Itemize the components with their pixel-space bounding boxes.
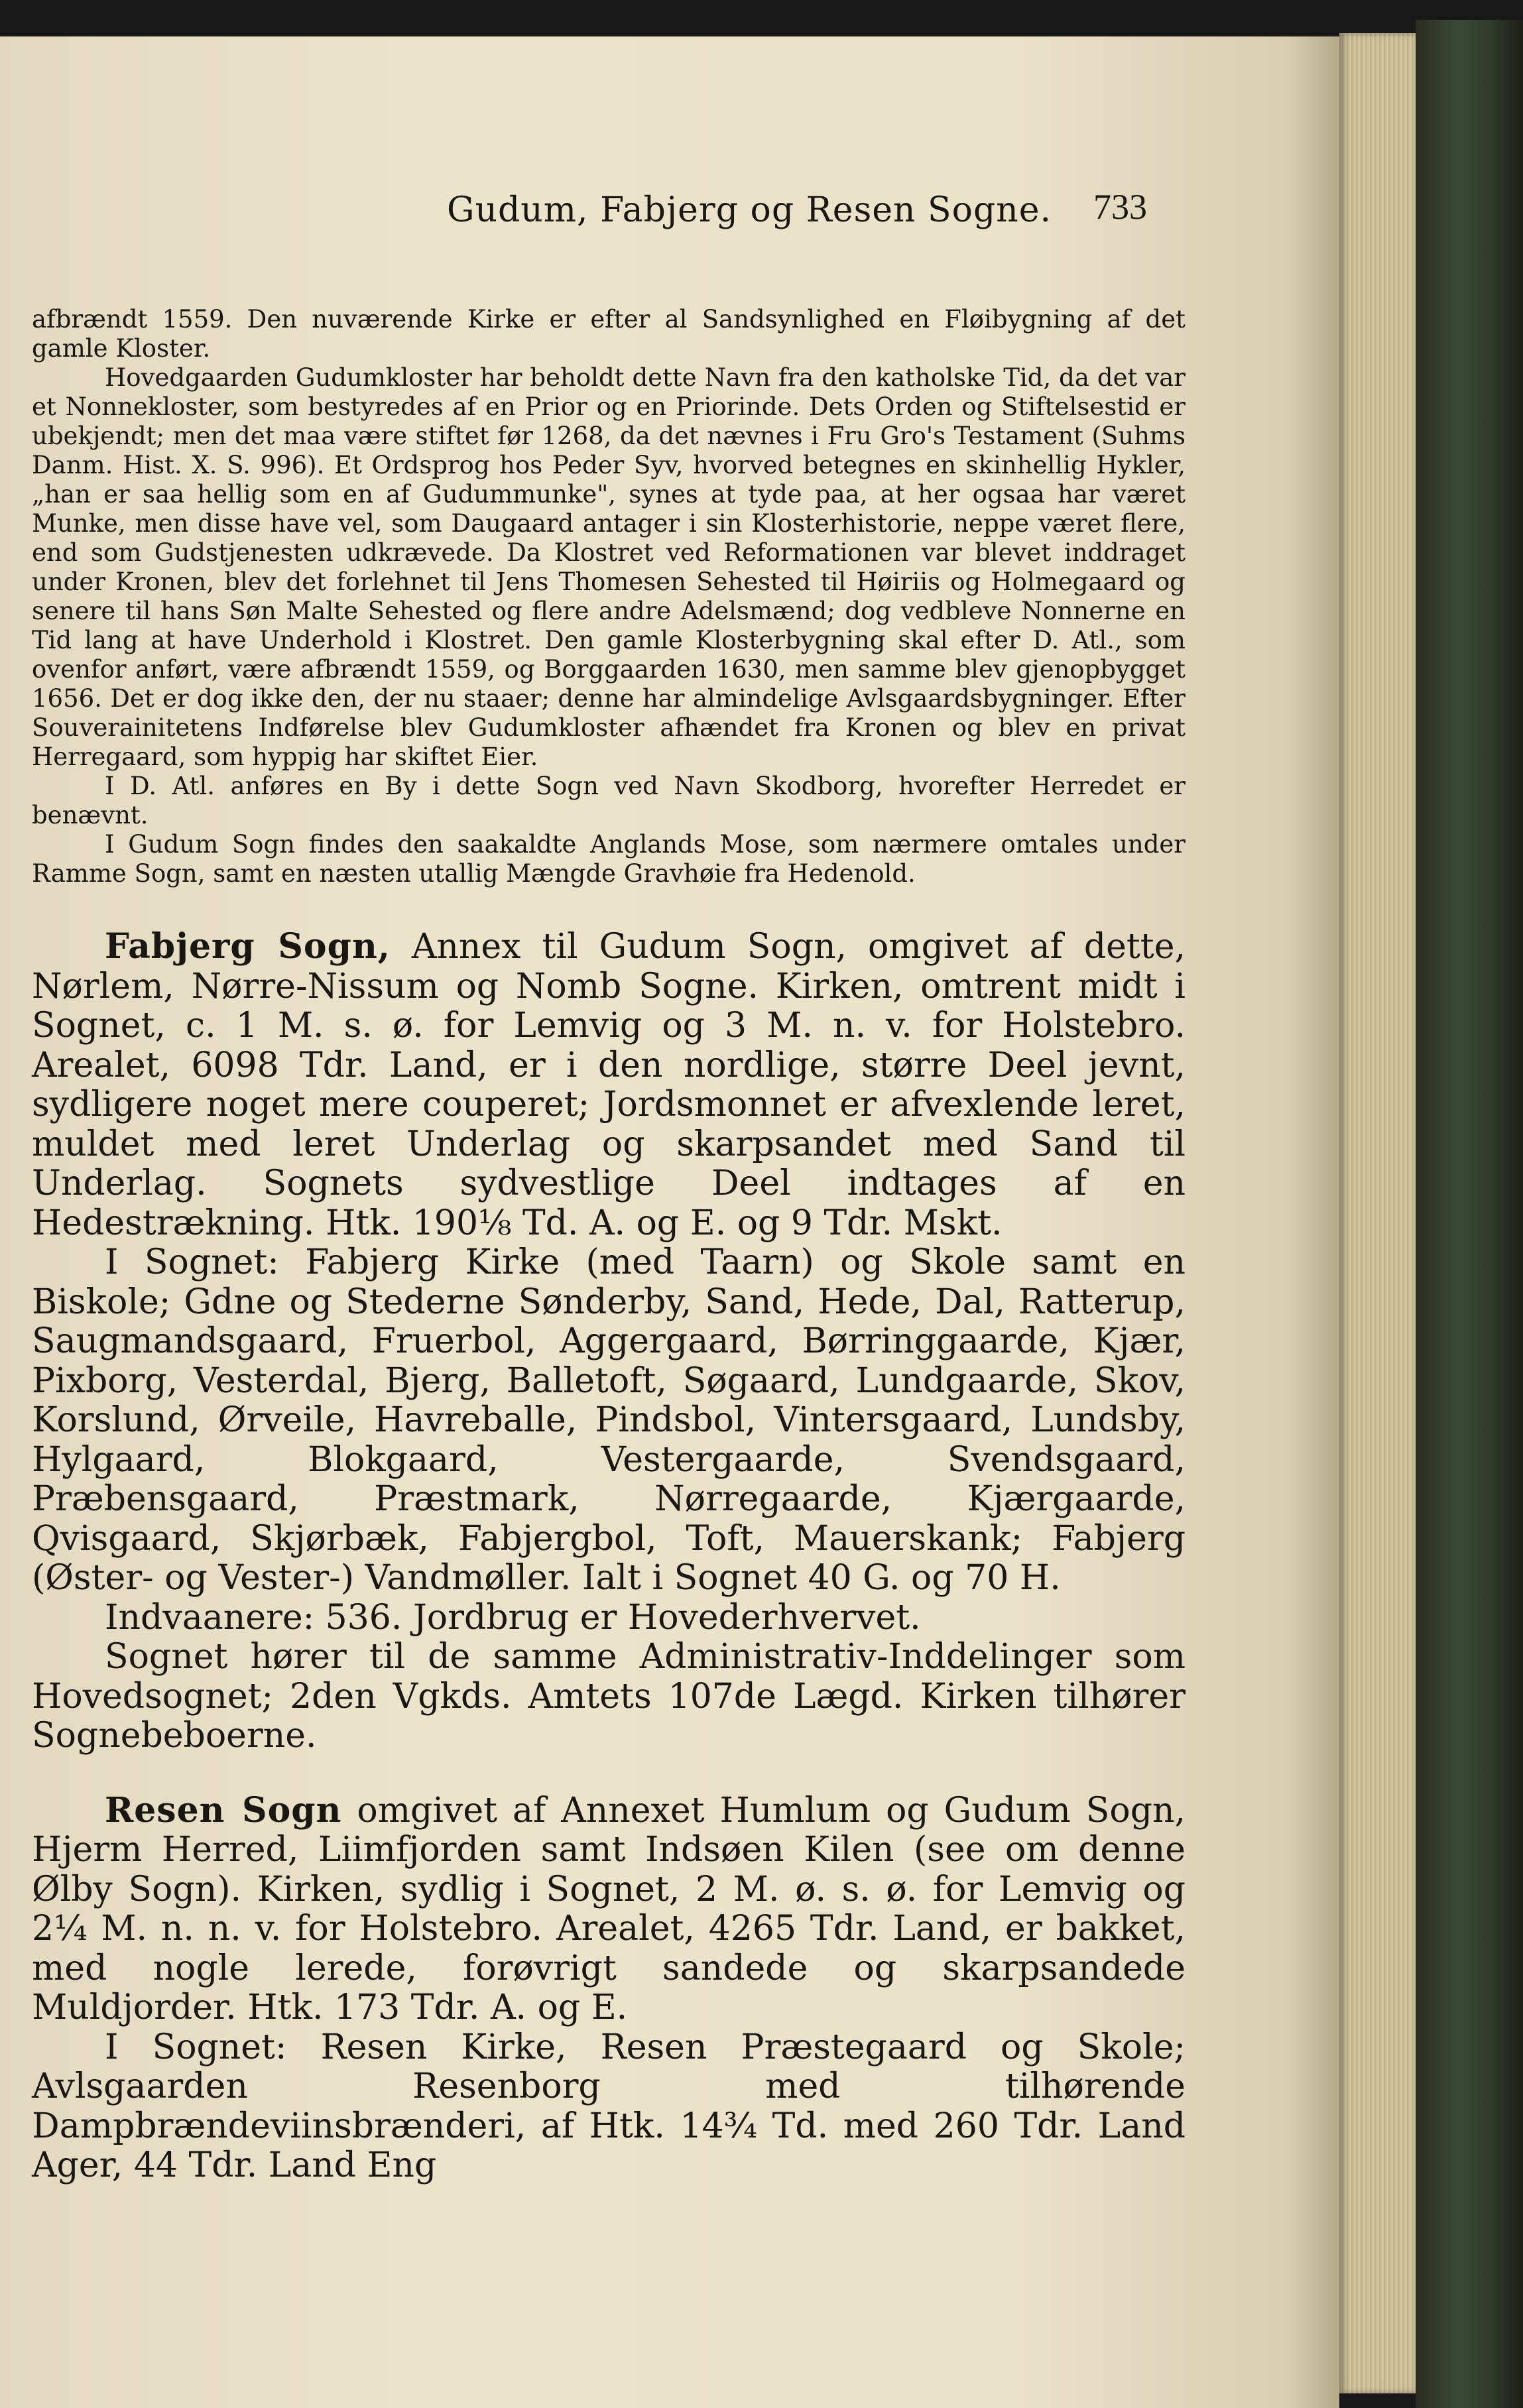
fabjerg-paragraph-2: I Sognet: Fabjerg Kirke (med Taarn) og Skole samt en Biskole; Gdne og Stederne Sønderby, Sand, Hede, Dal, Ratterup, Saugmandsgaard, Fruerbol, Aggergaard, Børringgaarde, Kjær, Pixborg, Vesterdal, Bjerg, Balletoft, Søgaard, Lundgaarde, Skov, Korslund, Ørveile, Havreballe, Pindsbol, Vintersgaard, Lundsby, Hylgaard, Blokgaard, Vestergaarde, Svendsgaard, Præbensgaard, Præstmark, Nørregaarde, Kjærgaarde, Qvisgaard, Skjørbæk, Fabjergbol, Toft, Mauerskank; Fabjerg (Øster- og Vester-) Vandmøller. Ialt i Sognet 40 G. og 70 H. (32, 1242, 1186, 1598)
book-page (0, 36, 1339, 2408)
book-cover-edge (1416, 20, 1523, 2408)
fabjerg-paragraph-3: Indvaanere: 536. Jordbrug er Hovederhvervet. (105, 1597, 921, 1638)
fabjerg-section (32, 927, 1186, 2186)
fabjerg-paragraph-1-text: Annex til Gudum Sogn, omgivet af dette, Nørlem, Nørre-Nissum og Nomb Sogne. Kirken, omtrent midt i Sognet, c. 1 M. s. ø. for Lemvig og 3 M. n. v. for Holstebro. Arealet, 6098 Tdr. Land, er i den nordlige, større Deel jevnt, sydligere noget mere couperet; Jordsmonnet er afvexlende leret, muldet med leret Underlag og skarpsandet med Sand til Underlag. Sognets sydvestlige Deel indtages af en Hedestrækning. Htk. 190⅛ Td. A. og E. og 9 Tdr. Mskt. (32, 927, 1186, 1243)
page-number: 733 (1093, 187, 1147, 227)
gudum-paragraph-2: Hovedgaarden Gudumkloster har beholdt dette Navn fra den katholske Tid, da det var et Nonnekloster, som bestyredes af en Prior og en Priorinde. Dets Orden og Stiftelsestid er ubekjendt; men det maa være stiftet før 1268, da det nævnes i Fru Gro's Testament (Suhms Danm. Hist. X. S. 996). Et Ordsprog hos Peder Syv, hvorved betegnes en skinhellig Hykler, „han er saa hellig som en af Gudummunke", synes at tyde paa, at her ogsaa har været Munke, men disse have vel, som Daugaard antager i sin Klosterhistorie, neppe været flere, end som Gudstjenesten udkrævede. Da Klostret ved Reformationen var blevet inddraget under Kronen, blev det forlehnet til Jens Thomesen Sehested til Høiriis og Holmegaard og senere til hans Søn Malte Sehested og flere andre Adelsmænd; dog vedbleve Nonnerne en Tid lang at have Underhold i Klostret. Den gamle Klosterbygning skal efter D. Atl., som ovenfor anført, være afbrændt 1559, og Borggaarden 1630, men samme blev gjenopbygget 1656. Det er dog ikke den, der nu staaer; denne har almindelige Avlsgaardsbygninger. Efter Souverainitetens Indførelse blev Gudumkloster afhændet fra Kronen og blev en privat Herregaard, som hyppig har skiftet Eier. (32, 363, 1186, 771)
gudum-paragraph-1: afbrændt 1559. Den nuværende Kirke er efter al Sandsynlighed en Fløibygning af det gamle Kloster. (32, 305, 1186, 363)
gudum-paragraph-3: I D. Atl. anføres en By i dette Sogn ved Navn Skodborg, hvorefter Herredet er benævnt. (32, 772, 1186, 829)
fabjerg-heading: Fabjerg Sogn, (105, 926, 391, 967)
gudum-section (32, 305, 1186, 888)
running-head: Gudum, Fabjerg og Resen Sogne. (446, 190, 1052, 230)
fabjerg-paragraph-1 (32, 927, 1186, 1243)
gudum-paragraph-4: I Gudum Sogn findes den saakaldte Anglands Mose, som nærmere omtales under Ramme Sogn, samt en næsten utallig Mængde Gravhøie fra Hedenold. (32, 830, 1186, 888)
page-edges (1339, 33, 1416, 2393)
resen-paragraph-2: I Sognet: Resen Kirke, Resen Præstegaard og Skole; Avlsgaarden Resenborg med tilhørende Dampbrændeviinsbrænderi, af Htk. 14¾ Td. med 260 Tdr. Land Ager, 44 Tdr. Land Eng (32, 2027, 1186, 2185)
resen-heading: Resen Sogn (105, 1789, 342, 1831)
fabjerg-paragraph-4: Sognet hører til de samme Administrativ-Inddelinger som Hovedsognet; 2den Vgkds. Amtets 107de Lægd. Kirken tilhører Sognebeboerne. (32, 1637, 1186, 1756)
resen-paragraph-1 (32, 1791, 1186, 2028)
page-body (32, 305, 1186, 2186)
resen-paragraph-1-text: omgivet af Annexet Humlum og Gudum Sogn, Hjerm Herred, Liimfjorden samt Indsøen Kilen (see om denne Ølby Sogn). Kirken, sydlig i Sognet, 2 M. ø. s. ø. for Lemvig og 2¼ M. n. n. v. for Holstebro. Arealet, 4265 Tdr. Land, er bakket, med nogle lerede, forøvrigt sandede og skarpsandede Muldjorder. Htk. 173 Tdr. A. og E. (32, 1790, 1186, 2027)
